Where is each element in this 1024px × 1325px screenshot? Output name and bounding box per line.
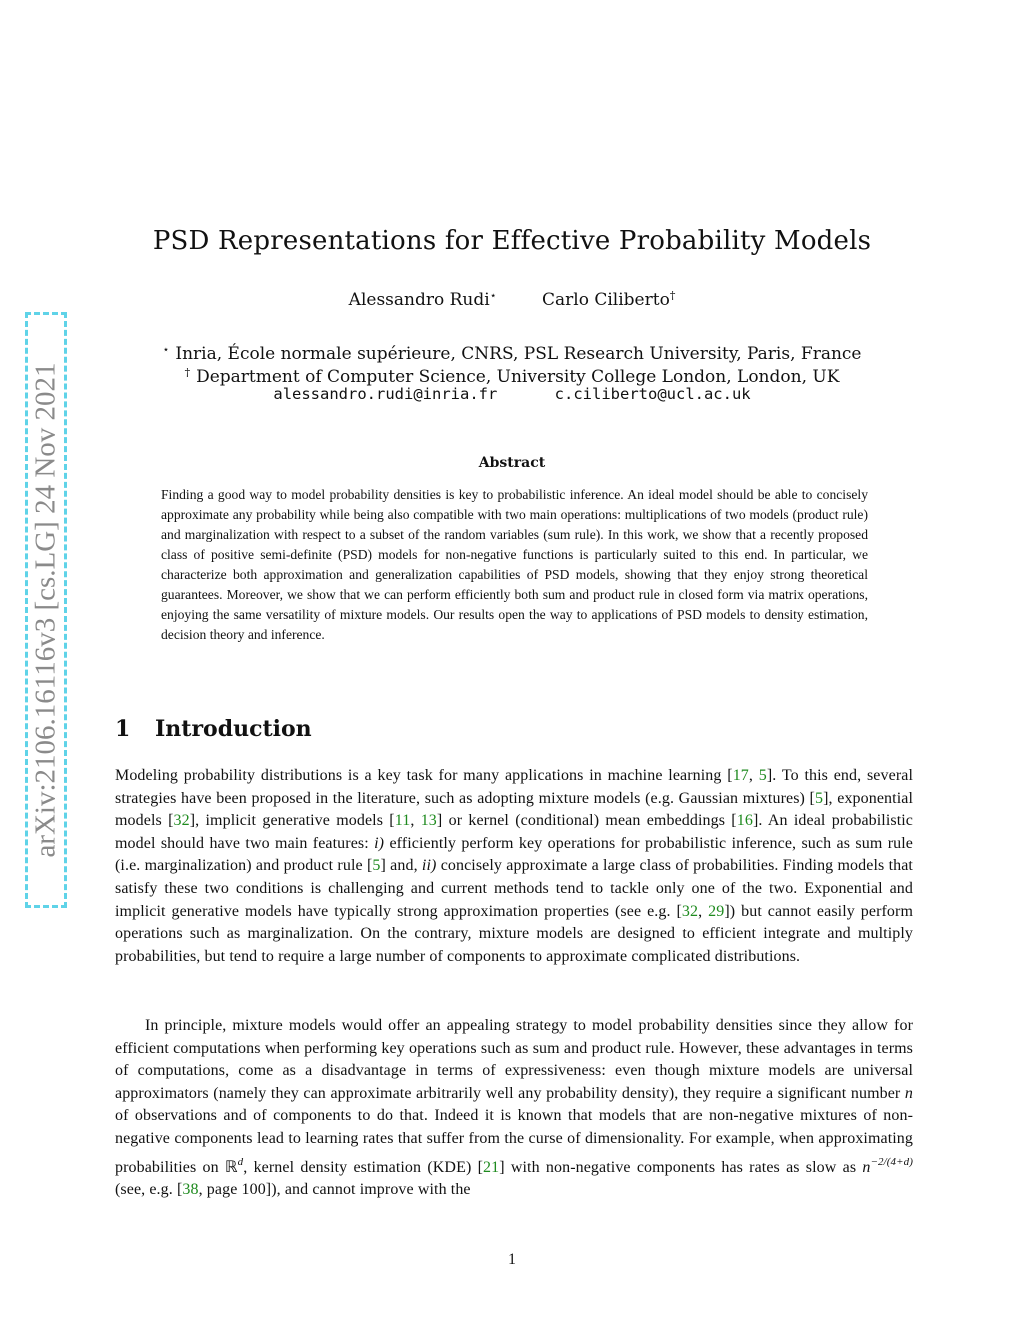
author-emails [0,385,1024,403]
section-number: 1 [115,716,131,742]
math-n: n [904,1084,913,1102]
citation-link[interactable]: 21 [483,1158,500,1176]
citation-link[interactable]: 32 [681,902,699,920]
citation-link[interactable]: 29 [708,902,725,920]
emphasis-i: i) [374,834,385,852]
math-rate-base: n [862,1158,871,1176]
citation-link[interactable]: 13 [420,812,437,830]
paragraph-1: Modeling probability distributions is a key task for many applications in machine learning [17, 5]. To this end, several strategies have been proposed in the literature, such as adopting mixture models (e.g. Gaussian mixtures) [5], exponential models [32], implicit generative models [11, 13] or kernel (conditional) mean embeddings [16]. An ideal probabilistic model should have two main features: i) efficiently perform key operations for probabilistic inference, such as sum rule (i.e. marginalization) and product rule [5] and, ii) concisely approximate a large class of probabilities. Finding models that satisfy these two conditions is challenging and current methods tend to tackle only one of the two. Exponential and implicit generative models have typically strong approximation properties (see e.g. [32, 29]) but cannot easily perform operations such as marginalization. On the contrary, mixture models are designed to efficient integrate and multiply probabilities, but tend to require a large number of components to approximate complicated distributions. [115,767,914,965]
email-1[interactable]: alessandro.rudi@inria.fr [273,385,498,403]
affiliation-1: ⋆ Inria, École normale supérieure, CNRS, PSL Research University, Paris, France [162,343,862,364]
citation-link[interactable]: 5 [815,789,824,807]
emphasis-ii: ii) [421,857,437,875]
abstract-heading: Abstract [478,455,546,471]
citation-link[interactable]: 16 [736,812,753,830]
page-number: 1 [508,1251,516,1268]
citation-link[interactable]: 17 [732,767,749,784]
citation-link[interactable]: 32 [173,812,190,830]
author-list [0,289,1024,310]
math-superscript: d [237,1155,244,1168]
citation-link[interactable]: 38 [182,1181,199,1199]
author-1: Alessandro Rudi⋆ [348,289,497,310]
email-2[interactable]: c.ciliberto@ucl.ac.uk [554,385,751,403]
section-title: Introduction [155,716,312,742]
paragraph-2: In principle, mixture models would offer an appealing strategy to model probability densities since they allow for efficient computations when performing key operations such as sum and product rule. However, these advantages in terms of computations, come as a disadvantage in terms of expressiveness: even though mixture models are universal approximators (namely they can approximate arbitrarily well any probability density), they require a significant number n of observations and of components to do that. Indeed it is known that models that are non-negative mixtures of non-negative components lead to learning rates that suffer from the curse of dimensionality. For example, when approximating probabilities on ℝ$^d$, kernel density estimation (KDE) [21] with non-negative components has rates as slow as $n^{-2/(4+d)}$ (see, e.g. [38, page 100]), and cannot improve with the [115,1017,914,1199]
math-rate-exponent: −2/(4+d) [870,1155,914,1168]
math-reals: ℝ [224,1158,238,1176]
paper-title: PSD Representations for Effective Probability Models [152,226,872,256]
abstract-text: Finding a good way to model probability densities is key to probabilistic inference. An ideal model should be able to concisely approximate any probability while being also compatible with two main operations: multiplications of two models (product rule) and marginalization with respect to a subset of the random variables (sum rule). In this work, we show that a recently proposed class of positive semi-definite (PSD) models for non-negative functions is particularly suited to this end. In particular, we characterize both approximation and generalization capabilities of PSD models, showing that they enjoy strong theoretical guarantees. Moreover, we show that we can perform efficiently both sum and product rule in closed form via matrix operations, enjoying the same versatility of mixture models. Our results open the way to applications of PSD models to density estimation, decision theory and inference. [161,487,868,642]
author-2: Carlo Ciliberto† [542,289,676,310]
citation-link[interactable]: 11 [394,812,411,830]
section-heading [115,716,312,742]
citation-link[interactable]: 5 [758,767,767,784]
affiliation-2: † Department of Computer Science, University College London, London, UK [184,366,840,387]
arxiv-id[interactable]: arXiv:2106.16116v3 [cs.LG] 24 Nov 2021 [29,362,62,858]
citation-link[interactable]: 5 [372,857,381,875]
